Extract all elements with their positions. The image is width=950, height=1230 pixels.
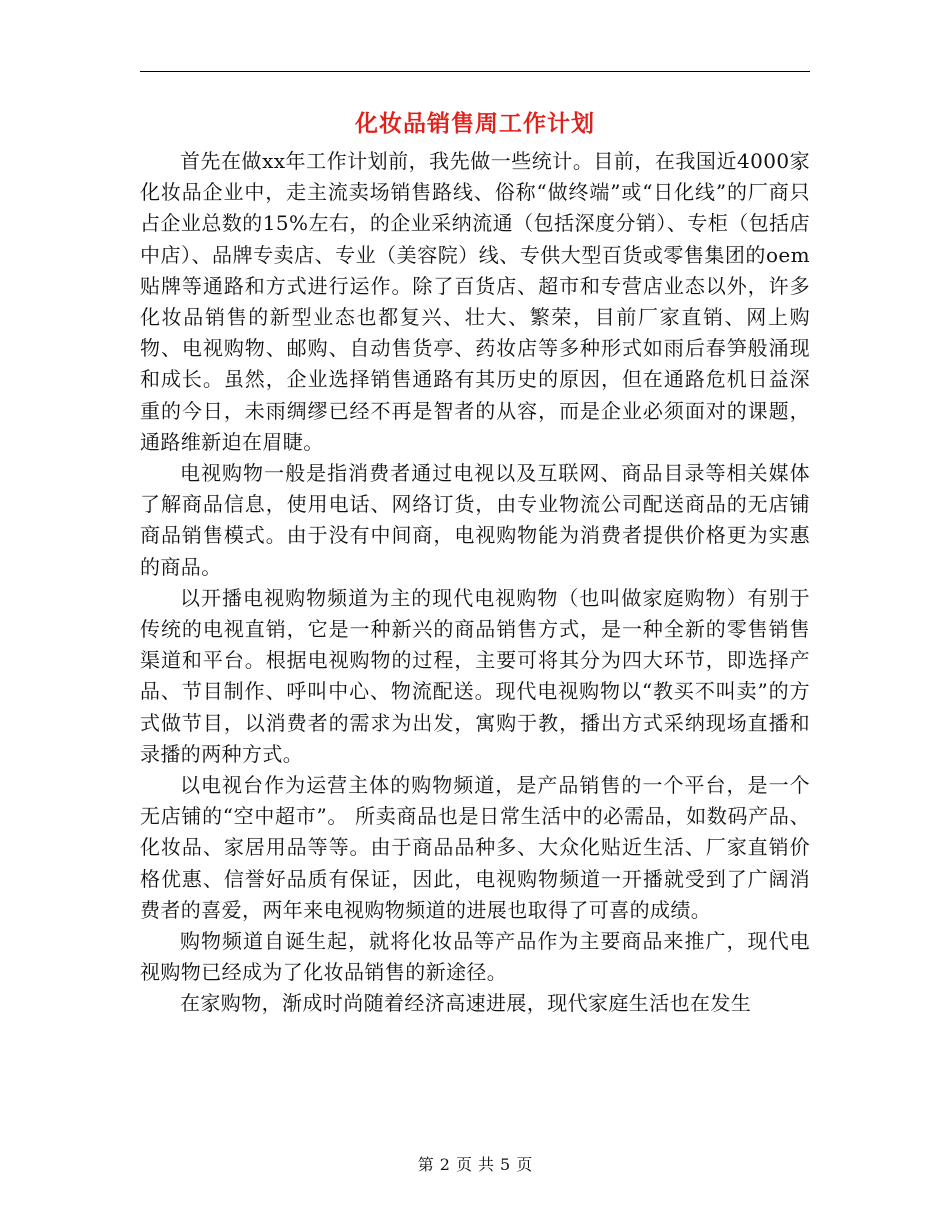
footer-total-prefix: 共 bbox=[478, 1155, 495, 1174]
paragraph-6: 在家购物，渐成时尚随着经济高速进展，现代家庭生活也在发生 bbox=[180, 991, 752, 1016]
footer-prefix: 第 bbox=[417, 1155, 434, 1174]
paragraph-5: 购物频道自诞生起，就将化妆品等产品作为主要商品来推广，现代电视购物已经成为了化妆品销售的新途径。 bbox=[140, 929, 810, 985]
page-footer bbox=[140, 1153, 810, 1177]
document-body bbox=[140, 146, 810, 1020]
footer-total-label: 页 bbox=[516, 1155, 533, 1174]
footer-page-label: 页 bbox=[455, 1155, 472, 1174]
paragraph-1: 首先在做xx年工作计划前，我先做一些统计。目前，在我国近4000家化妆品企业中，走主流卖场销售路线、俗称“做终端”或“日化线”的厂商只占企业总数的15%左右，的企业采纳流通（包括深度分销）、专柜（包括店中店）、品牌专卖店、专业（美容院）线、专供大型百货或零售集团的oem贴牌等通路和方式进行运作。除了百货店、超市和专营店业态以外，许多化妆品销售的新型业态也都复兴、壮大、繁荣，目前厂家直销、网上购物、电视购物、邮购、自动售货亭、药妆店等多种形式如雨后春笋般涌现和成长。虽然，企业选择销售通路有其历史的原因，但在通路危机日益深重的今日，未雨绸缪已经不再是智者的从容，而是企业必须面对的课题，通路维新迫在眉睫。 bbox=[140, 149, 810, 454]
paragraph-2: 电视购物一般是指消费者通过电视以及互联网、商品目录等相关媒体了解商品信息，使用电话、网络订货，由专业物流公司配送商品的无店铺商品销售模式。由于没有中间商，电视购物能为消费者提供价格更为实惠的商品。 bbox=[140, 461, 810, 579]
footer-total-pages: 5 bbox=[500, 1155, 511, 1174]
paragraph-4: 以电视台作为运营主体的购物频道，是产品销售的一个平台，是一个无店铺的“空中超市”。 所卖商品也是日常生活中的必需品，如数码产品、化妆品、家居用品等等。由于商品品种多、大众化贴近生活、厂家直销价格优惠、信誉好品质有保证，因此，电视购物频道一开播就受到了广阔消费者的喜爱，两年来电视购物频道的进展也取得了可喜的成绩。 bbox=[140, 773, 810, 922]
footer-current-page: 2 bbox=[439, 1155, 450, 1174]
paragraph-3: 以开播电视购物频道为主的现代电视购物（也叫做家庭购物）有别于传统的电视直销，它是一种新兴的商品销售方式，是一种全新的零售销售渠道和平台。根据电视购物的过程，主要可将其分为四大环节，即选择产品、节目制作、呼叫中心、物流配送。现代电视购物以“教买不叫卖”的方式做节目，以消费者的需求为出发，寓购于教，播出方式采纳现场直播和录播的两种方式。 bbox=[140, 585, 810, 766]
header-rule bbox=[140, 71, 810, 72]
document-title: 化妆品销售周工作计划 bbox=[355, 110, 595, 137]
